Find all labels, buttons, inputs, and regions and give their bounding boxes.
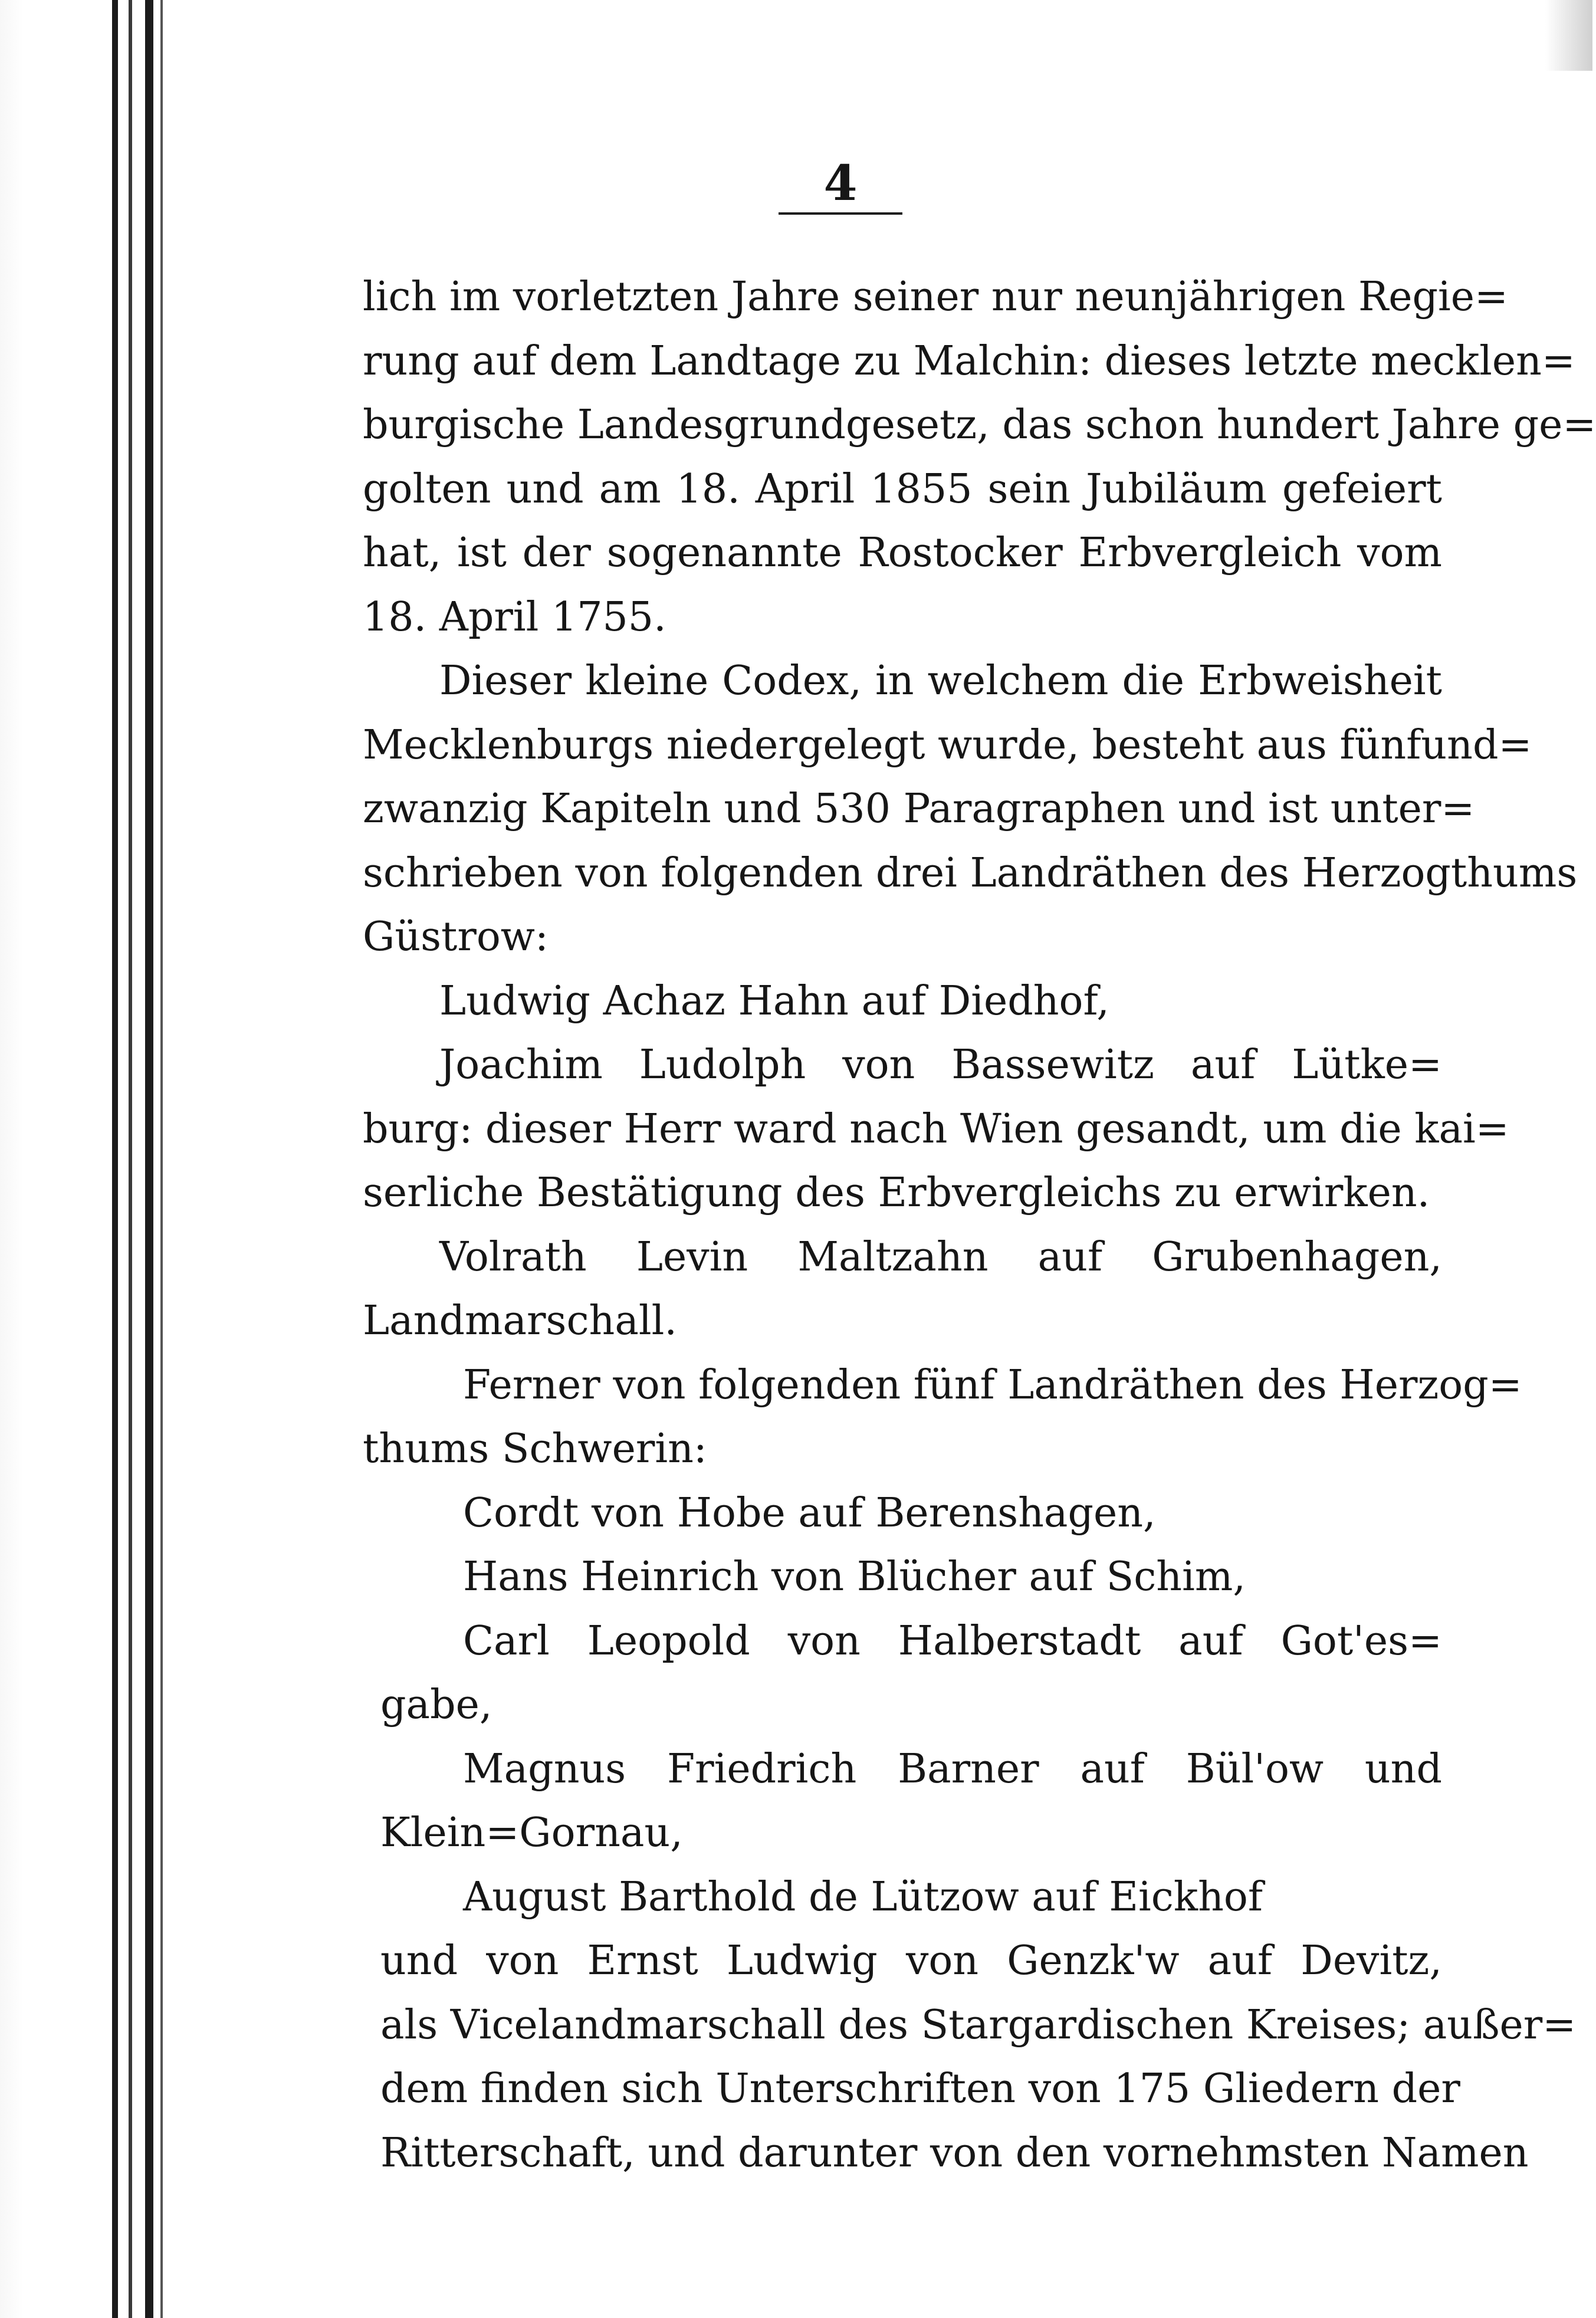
signatory-line: Carl Leopold von Halberstadt auf Got'es= [463,1617,1442,1664]
text-line: gabe, [380,1682,492,1728]
text-line: Mecklenburgs niedergelegt wurde, besteht aus fünfund= [363,721,1532,769]
text-line: als Vicelandmarschall des Stargardischen Kreises; außer= [380,2001,1577,2048]
text-line: thums Schwerin: [363,1426,707,1472]
page-number: 4 [823,155,858,212]
text-line: und von Ernst Ludwig von Genzk'w auf Devitz, [380,1938,1442,1984]
text-line: burg: dieser Herr ward nach Wien gesandt, um die kai= [363,1105,1509,1153]
text-line: hat, ist der sogenannte Rostocker Erbvergleich vom [363,530,1442,576]
body-text [363,265,1596,2185]
paragraph-first-line: Ferner von folgenden fünf Landräthen des Herzog= [463,1361,1522,1408]
text-line: lich im vorletzten Jahre seiner nur neunjährigen Regie= [363,274,1508,320]
page-number-rule [779,212,902,215]
text-line: golten und am 18. April 1855 sein Jubiläum gefeiert [363,465,1442,513]
scan-corner-shadow [1545,0,1592,71]
page-edge-line [112,0,118,2318]
signatory-line: Cordt von Hobe auf Berenshagen, [463,1489,1156,1536]
signatory-line: Volrath Levin Maltzahn auf Grubenhagen, [439,1233,1442,1281]
text-line: 18. April 1755. [363,593,666,641]
signatory-line: Joachim Ludolph von Bassewitz auf Lütke= [439,1042,1442,1088]
signatory-line: Hans Heinrich von Blücher auf Schim, [463,1554,1246,1600]
text-line: rung auf dem Landtage zu Malchin: dieses letzte mecklen= [363,337,1575,385]
text-line: Güstrow: [363,914,549,960]
signatory-line: Magnus Friedrich Barner auf Bül'ow und [463,1745,1442,1792]
signatory-line: August Barthold de Lützow auf Eickhof [463,1873,1263,1920]
signatory-line: Ludwig Achaz Hahn auf Diedhof, [439,977,1109,1025]
book-gutter [0,0,177,2318]
page-edge-line [160,0,163,2318]
text-line: Ritterschaft, und darunter von den vornehmsten Namen [380,2129,1529,2176]
page-edge-line [129,0,132,2318]
text-line: dem finden sich Unterschriften von 175 Gliedern der [380,2066,1460,2112]
text-line: burgische Landesgrundgesetz, das schon hundert Jahre ge= [363,402,1596,448]
text-line: zwanzig Kapiteln und 530 Paragraphen und ist unter= [363,786,1475,832]
page-edge-line [145,0,153,2318]
text-line: schrieben von folgenden drei Landräthen des Herzogthums [363,849,1578,897]
text-line: Landmarschall. [363,1298,677,1344]
text-line: Klein=Gornau, [380,1810,683,1856]
text-line: serliche Bestätigung des Erbvergleichs zu erwirken. [363,1170,1430,1216]
paragraph-first-line: Dieser kleine Codex, in welchem die Erbweisheit [439,658,1442,704]
